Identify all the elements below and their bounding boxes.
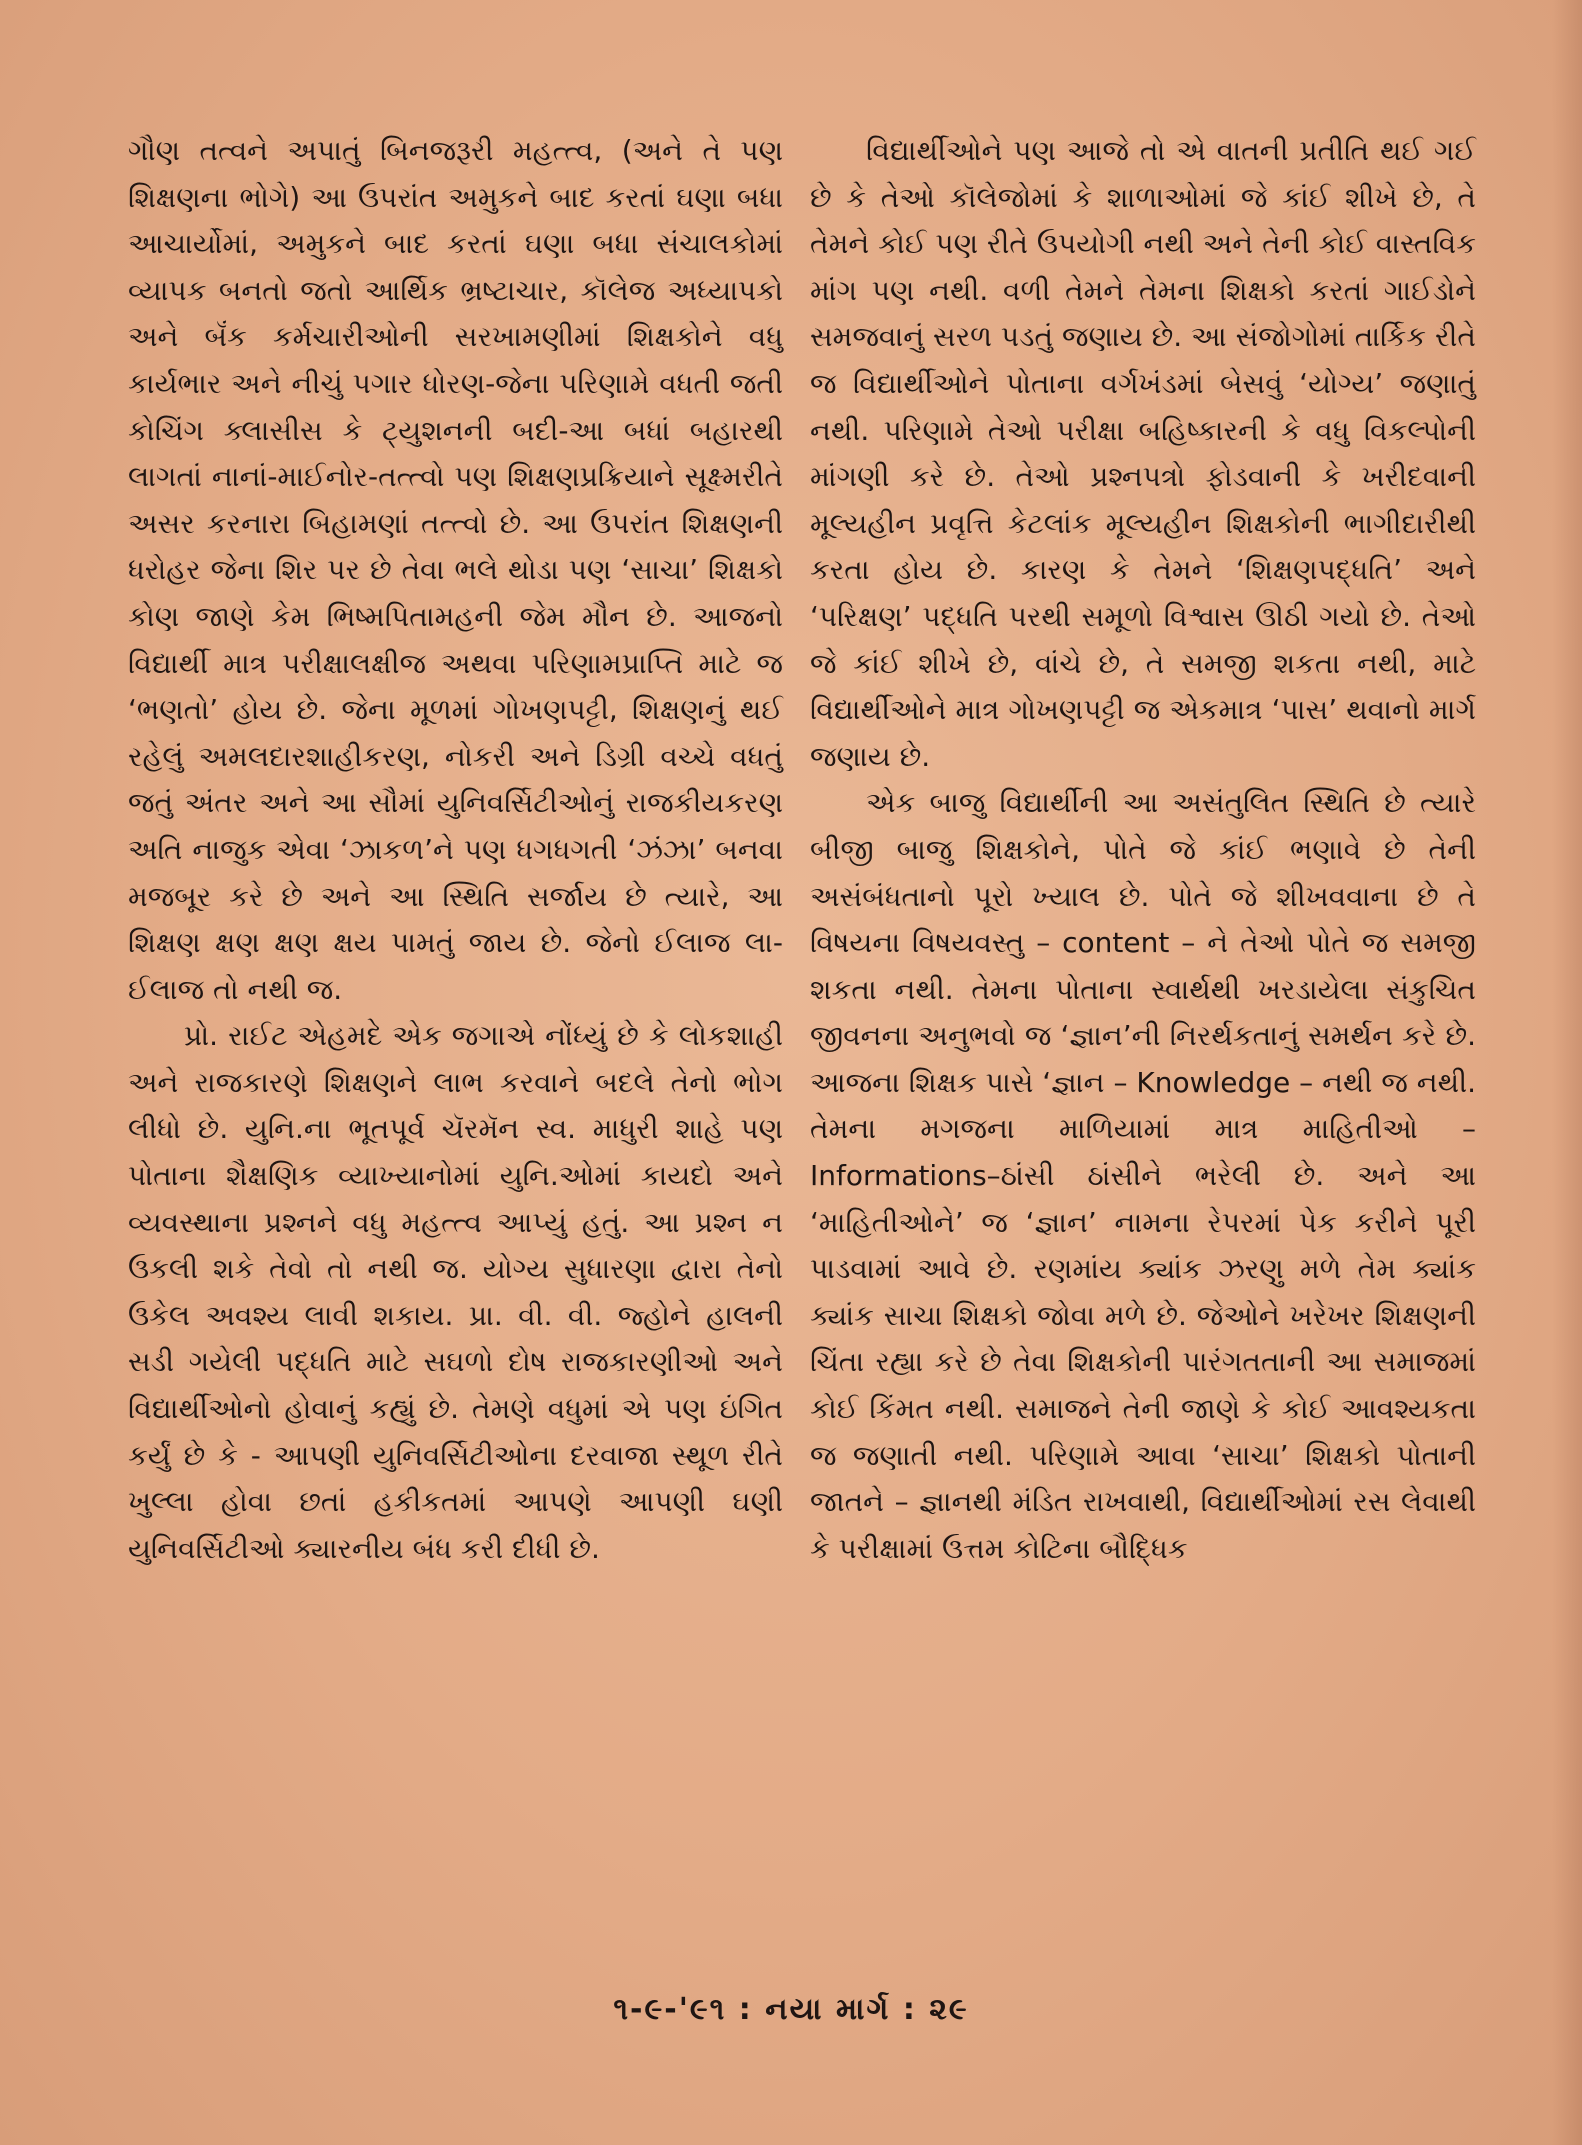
body-paragraph: વિદ્યાર્થીઓને પણ આજે તો એ વાતની પ્રતીતિ થઈ ગઈ છે કે તેઓ કૉલેજોમાં કે શાળાઓમાં જે કાંઈ શીખે છે, તે તેમને કોઈ પણ રીતે ઉપયોગી નથી અને તેની કોઈ વાસ્તવિક માંગ પણ નથી. વળી તેમને તેમના શિક્ષકો કરતાં ગાઈડોને સમજવાનું સરળ પડતું જણાય છે. આ સંજોગોમાં તાર્કિક રીતે જ વિદ્યાર્થીઓને પોતાના વર્ગખંડમાં બેસવું ‘યોગ્ય’ જણાતું નથી. પરિણામે તેઓ પરીક્ષા બહિષ્કારની કે વધુ વિકલ્પોની માંગણી કરે છે. તેઓ પ્રશ્નપત્રો ફોડવાની કે ખરીદવાની મૂલ્યહીન પ્રવૃત્તિ કેટલાંક મૂલ્યહીન શિક્ષકોની ભાગીદારીથી કરતા હોય છે. કારણ કે તેમને ‘શિક્ષણપદ્ધતિ’ અને ‘પરિક્ષણ’ પદ્ધતિ પરથી સમૂળો વિશ્વાસ ઊઠી ગયો છે. તેઓ જે કાંઈ શીખે છે, વાંચે છે, તે સમજી શકતા નથી, માટે વિદ્યાર્થીઓને માત્ર ગોખણપટ્ટી જ એકમાત્ર ‘પાસ’ થવાનો માર્ગ જણાય છે. bbox=[810, 134, 1476, 773]
body-paragraph: પ્રો. રાઈટ એહમદે એક જગાએ નોંધ્યું છે કે લોકશાહી અને રાજકારણે શિક્ષણને લાભ કરવાને બદલે તેનો ભોગ લીધો છે. યુનિ.ના ભૂતપૂર્વ ચૅરમૅન સ્વ. માધુરી શાહે પણ પોતાના શૈક્ષણિક વ્યાખ્યાનોમાં યુનિ.ઓમાં કાયદો અને વ્યવસ્થાના પ્રશ્નને વધુ મહત્ત્વ આપ્યું હતું. આ પ્રશ્ન ન ઉકલી શકે તેવો તો નથી જ. યોગ્ય સુધારણા દ્વારા તેનો ઉકેલ અવશ્ય લાવી શકાય. પ્રા. વી. વી. જ્હોને હાલની સડી ગયેલી પદ્ધતિ માટે સઘળો દોષ રાજકારણીઓ અને વિદ્યાર્થીઓનો હોવાનું કહ્યું છે. તેમણે વધુમાં એ પણ ઇંગિત કર્યું છે કે - આપણી યુનિવર્સિટીઓના દરવાજા સ્થૂળ રીતે ખુલ્લા હોવા છતાં હકીકતમાં આપણે આપણી ઘણી યુનિવર્સિટીઓ ક્યારનીય બંધ કરી દીધી છે. bbox=[128, 1019, 783, 1565]
body-paragraph: ગૌણ તત્વને અપાતું બિનજરૂરી મહત્ત્વ, (અને તે પણ શિક્ષણના ભોગે) આ ઉપરાંત અમુકને બાદ કરતાં ઘણા બધા આચાર્યોમાં, અમુકને બાદ કરતાં ઘણા બધા સંચાલકોમાં વ્યાપક બનતો જતો આર્થિક ભ્રષ્ટાચાર, કૉલેજ અધ્યાપકો અને બૅંક કર્મચારીઓની સરખામણીમાં શિક્ષકોને વધુ કાર્યભાર અને નીચું પગાર ધોરણ-જેના પરિણામે વધતી જતી કોચિંગ ક્લાસીસ કે ટ્યુશનની બદી-આ બધાં બહારથી લાગતાં નાનાં-માઈનોર-તત્ત્વો પણ શિક્ષણપ્રક્રિયાને સૂક્ષ્મરીતે અસર કરનારા બિહામણાં તત્ત્વો છે. આ ઉપરાંત શિક્ષણની ધરોહર જેના શિર પર છે તેવા ભલે થોડા પણ ‘સાચા’ શિક્ષકો કોણ જાણે કેમ ભિષ્મપિતામહની જેમ મૌન છે. આજનો વિદ્યાર્થી માત્ર પરીક્ષાલક્ષીજ અથવા પરિણામપ્રાપ્તિ માટે જ ‘ભણતો’ હોય છે. જેના મૂળમાં ગોખણપટ્ટી, શિક્ષણનું થઈ રહેલું અમલદારશાહીકરણ, નોકરી અને ડિગ્રી વચ્ચે વધતું જતું અંતર અને આ સૌમાં યુનિવર્સિટીઓનું રાજકીયકરણ અતિ નાજુક એવા ‘ઝાકળ’ને પણ ધગધગતી ‘ઝંઝા’ બનવા મજબૂર કરે છે અને આ સ્થિતિ સર્જાય છે ત્યારે, આ શિક્ષણ ક્ષણ ક્ષણ ક્ષય પામતું જાય છે. જેનો ઈલાજ લા-ઈલાજ તો નથી જ. bbox=[128, 134, 783, 1006]
left-column bbox=[128, 128, 783, 1572]
right-column bbox=[810, 128, 1476, 1572]
body-paragraph: એક બાજુ વિદ્યાર્થીની આ અસંતુલિત સ્થિતિ છે ત્યારે બીજી બાજુ શિક્ષકોને, પોતે જે કાંઈ ભણાવે છે તેની અસંબંધતાનો પૂરો ખ્યાલ છે. પોતે જે શીખવવાના છે તે વિષયના વિષયવસ્તુ – content – ને તેઓ પોતે જ સમજી શકતા નથી. તેમના પોતાના સ્વાર્થથી ખરડાયેલા સંકુચિત જીવનના અનુભવો જ ‘જ્ઞાન’ની નિરર્થકતાનું સમર્થન કરે છે. આજના શિક્ષક પાસે ‘જ્ઞાન – Knowledge – નથી જ નથી. તેમના મગજના માળિયામાં માત્ર માહિતીઓ – Informations–ઠાંસી ઠાંસીને ભરેલી છે. અને આ ‘માહિતીઓને’ જ ‘જ્ઞાન’ નામના રેપરમાં પેક કરીને પૂરી પાડવામાં આવે છે. રણમાંય ક્યાંક ઝરણુ મળે તેમ ક્યાંક ક્યાંક સાચા શિક્ષકો જોવા મળે છે. જેઓને ખરેખર શિક્ષણની ચિંતા રહ્યા કરે છે તેવા શિક્ષકોની પારંગતતાની આ સમાજમાં કોઈ કિંમત નથી. સમાજને તેની જાણે કે કોઈ આવશ્યકતા જ જણાતી નથી. પરિણામે આવા ‘સાચા’ શિક્ષકો પોતાની જાતને – જ્ઞાનથી મંડિત રાખવાથી, વિદ્યાર્થીઓમાં રસ લેવાથી કે પરીક્ષામાં ઉત્તમ કોટિના બૌદ્ધિક bbox=[810, 786, 1476, 1565]
page-edge-shadow bbox=[1552, 0, 1582, 2145]
page-footer: ૧-૯-'૯૧ : નયા માર્ગ : ૨૯ bbox=[613, 1992, 969, 2027]
